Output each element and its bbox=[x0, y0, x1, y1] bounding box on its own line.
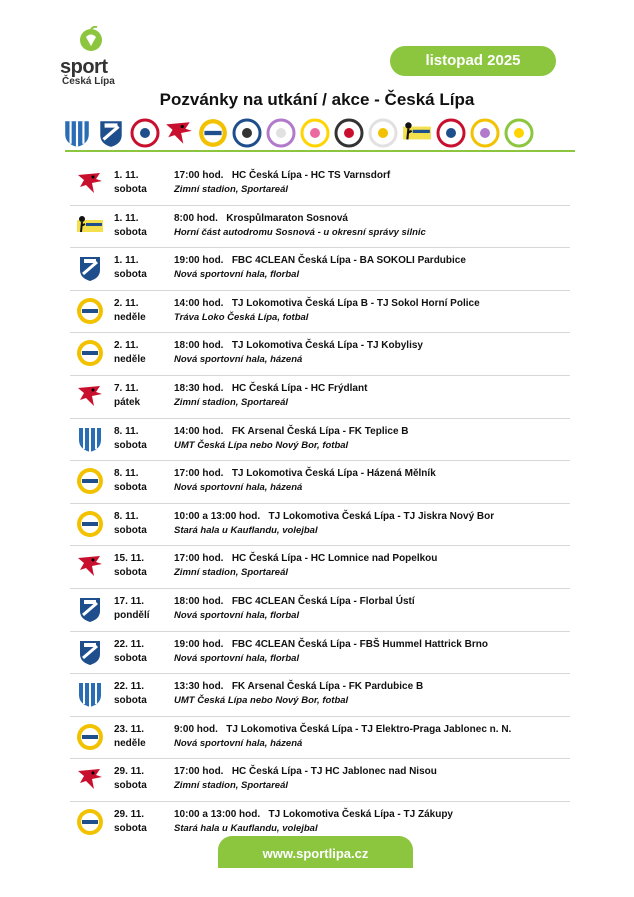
event-date bbox=[114, 297, 146, 325]
event-date-value: 2. 11. bbox=[114, 297, 139, 309]
event-match: FK Arsenal Česká Lípa - FK Pardubice B bbox=[231, 681, 424, 693]
event-time: 18:00 hod. bbox=[174, 595, 224, 607]
event-date bbox=[114, 680, 147, 708]
event-time: 19:00 hod. bbox=[174, 255, 224, 267]
event-date-value: 29. 11. bbox=[114, 808, 145, 820]
loko-club-icon bbox=[76, 808, 104, 836]
loko-club-icon bbox=[76, 339, 104, 367]
fbc-club-icon bbox=[76, 595, 104, 623]
event-match: TJ Lokomotiva Česká Lípa B - TJ Sokol Horní Police bbox=[231, 297, 480, 309]
event-row bbox=[70, 333, 570, 376]
event-row bbox=[70, 674, 570, 717]
atletika-logo bbox=[402, 118, 432, 148]
arsenal-logo bbox=[62, 118, 92, 148]
event-location: Nová sportovní hala, házená bbox=[174, 737, 303, 749]
tri-club-logo bbox=[334, 118, 364, 148]
event-time: 14:00 hod. bbox=[174, 297, 224, 309]
event-row bbox=[70, 589, 570, 632]
hc-club-icon bbox=[76, 765, 104, 793]
event-day: sobota bbox=[114, 524, 147, 536]
event-location: Tráva Loko Česká Lípa, fotbal bbox=[174, 311, 309, 323]
event-date bbox=[114, 467, 147, 495]
event-row bbox=[70, 419, 570, 462]
event-row bbox=[70, 504, 570, 547]
partner-logos-row bbox=[62, 116, 577, 150]
event-date bbox=[114, 254, 147, 282]
event-location: Nová sportovní hala, florbal bbox=[174, 269, 300, 281]
event-match: FBC 4CLEAN Česká Lípa - FBŠ Hummel Hattrick Brno bbox=[231, 638, 488, 650]
event-match: HC Česká Lípa - HC Frýdlant bbox=[231, 382, 368, 394]
event-day: sobota bbox=[114, 184, 147, 195]
event-day: pátek bbox=[114, 396, 141, 408]
fbc-club-icon bbox=[76, 254, 104, 282]
fbc-logo bbox=[96, 118, 126, 148]
event-match: FBC 4CLEAN Česká Lípa - BA SOKOLI Pardubice bbox=[231, 255, 466, 267]
triatlon-logo bbox=[232, 118, 262, 148]
event-date-value: 22. 11. bbox=[114, 638, 145, 650]
event-day: sobota bbox=[114, 780, 147, 792]
event-row bbox=[70, 248, 570, 291]
event-date bbox=[114, 169, 147, 197]
event-title bbox=[174, 169, 390, 183]
event-day: sobota bbox=[114, 652, 147, 664]
club-seal-logo bbox=[130, 118, 160, 148]
hc-club-icon bbox=[76, 382, 104, 410]
event-time: 17:00 hod. bbox=[174, 553, 224, 565]
event-title bbox=[174, 212, 348, 226]
event-date-value: 29. 11. bbox=[114, 766, 145, 778]
event-title bbox=[174, 467, 436, 481]
event-match: TJ Lokomotiva Česká Lípa - TJ Jiskra Nový Bor bbox=[268, 510, 495, 522]
event-location: Stará hala u Kauflandu, volejbal bbox=[174, 822, 318, 834]
event-title bbox=[174, 808, 453, 822]
footer-url[interactable]: www.sportlipa.cz bbox=[218, 836, 413, 868]
event-time: 17:00 hod. bbox=[174, 170, 224, 181]
event-date bbox=[114, 510, 147, 538]
event-time: 14:00 hod. bbox=[174, 425, 224, 437]
loko-club-icon bbox=[76, 723, 104, 751]
event-title bbox=[174, 425, 409, 439]
event-row bbox=[70, 291, 570, 334]
event-date bbox=[114, 638, 147, 666]
event-time: 10:00 a 13:00 hod. bbox=[174, 808, 261, 820]
event-title bbox=[174, 339, 423, 353]
event-time: 18:00 hod. bbox=[174, 340, 224, 352]
event-date bbox=[114, 552, 147, 580]
hc-eagle-logo bbox=[164, 118, 194, 148]
event-date bbox=[114, 212, 147, 240]
event-time: 19:00 hod. bbox=[174, 638, 224, 650]
event-title bbox=[174, 595, 415, 609]
event-row bbox=[70, 632, 570, 675]
event-date-value: 17. 11. bbox=[114, 595, 145, 607]
event-match: TJ Lokomotiva Česká Lípa - TJ Kobylisy bbox=[231, 340, 423, 352]
event-day: sobota bbox=[114, 567, 147, 579]
event-date-value: 8. 11. bbox=[114, 510, 139, 522]
event-title bbox=[174, 680, 423, 694]
event-location: Nová sportovní hala, florbal bbox=[174, 652, 300, 664]
event-match: Krospůlmaraton Sosnová bbox=[226, 212, 348, 224]
event-time: 10:00 a 13:00 hod. bbox=[174, 510, 261, 522]
event-day: sobota bbox=[114, 226, 147, 238]
tj-logo bbox=[504, 118, 534, 148]
event-date bbox=[114, 595, 150, 623]
boxing-logo bbox=[300, 118, 330, 148]
event-title bbox=[174, 765, 437, 779]
event-day: neděle bbox=[114, 311, 146, 323]
loko-club-icon bbox=[76, 467, 104, 495]
event-time: 8:00 hod. bbox=[174, 212, 218, 224]
event-match: HC Česká Lípa - TJ HC Jablonec nad Nisou bbox=[231, 766, 437, 778]
rytmic-logo bbox=[266, 118, 296, 148]
event-date-value: 23. 11. bbox=[114, 723, 145, 735]
event-match: TJ Lokomotiva Česká Lípa - TJ Zákupy bbox=[268, 808, 453, 820]
event-title bbox=[174, 382, 367, 396]
event-day: sobota bbox=[114, 482, 147, 494]
page-title: Pozvánky na utkání / akce - Česká Lípa bbox=[159, 90, 475, 109]
event-location: Nová sportovní hala, házená bbox=[174, 482, 303, 494]
fbc-club-icon bbox=[76, 638, 104, 666]
event-day: pondělí bbox=[114, 609, 150, 621]
event-title bbox=[174, 638, 488, 652]
brand-city: Česká Lípa bbox=[62, 76, 115, 87]
event-date bbox=[114, 723, 146, 751]
events-list bbox=[70, 163, 570, 845]
event-date-value: 1. 11. bbox=[114, 255, 139, 267]
event-location: Zimní stadion, Sportareál bbox=[174, 396, 289, 408]
event-location: Zimní stadion, Sportareál bbox=[174, 567, 289, 579]
event-row bbox=[70, 163, 570, 206]
event-match: TJ Lokomotiva Česká Lípa - Házená Mělník bbox=[231, 468, 436, 480]
event-location: Nová sportovní hala, házená bbox=[174, 354, 303, 366]
event-match: TJ Lokomotiva Česká Lípa - TJ Elektro-Praga Jablonec n. N. bbox=[226, 723, 512, 735]
event-location: Horní část autodromu Sosnová - u okresní správy silnic bbox=[174, 226, 426, 238]
arsenal-club-icon bbox=[76, 425, 104, 453]
event-location: Stará hala u Kauflandu, volejbal bbox=[174, 524, 318, 536]
hc-club-icon bbox=[76, 552, 104, 580]
event-match: FK Arsenal Česká Lípa - FK Teplice B bbox=[231, 425, 409, 437]
event-location: UMT Česká Lípa nebo Nový Bor, fotbal bbox=[174, 695, 349, 707]
month-badge: listopad 2025 bbox=[390, 46, 556, 76]
event-date-value: 7. 11. bbox=[114, 382, 139, 394]
header-divider bbox=[65, 150, 575, 152]
event-title bbox=[174, 297, 480, 311]
event-title bbox=[174, 510, 494, 524]
event-date bbox=[114, 382, 140, 410]
event-time: 17:00 hod. bbox=[174, 468, 224, 480]
event-match: HC Česká Lípa - HC Lomnice nad Popelkou bbox=[231, 553, 438, 565]
event-title bbox=[174, 552, 437, 566]
event-time: 18:30 hod. bbox=[174, 382, 224, 394]
event-location: Nová sportovní hala, florbal bbox=[174, 609, 300, 621]
event-location: Zimní stadion, Sportareál bbox=[174, 184, 289, 195]
kanoistika-logo bbox=[436, 118, 466, 148]
event-date-value: 8. 11. bbox=[114, 468, 139, 480]
arsenal-club-icon bbox=[76, 680, 104, 708]
loko-club-icon bbox=[76, 297, 104, 325]
event-date-value: 2. 11. bbox=[114, 340, 139, 352]
event-date bbox=[114, 808, 147, 836]
apple-heart-icon bbox=[78, 26, 104, 52]
event-day: sobota bbox=[114, 695, 147, 707]
event-date bbox=[114, 339, 146, 367]
event-day: neděle bbox=[114, 737, 146, 749]
event-row bbox=[70, 461, 570, 504]
event-day: neděle bbox=[114, 354, 146, 366]
enliven-centre-logo bbox=[470, 118, 500, 148]
event-date bbox=[114, 425, 147, 453]
event-day: sobota bbox=[114, 439, 147, 451]
event-row bbox=[70, 759, 570, 802]
event-match: FBC 4CLEAN Česká Lípa - Florbal Ústí bbox=[231, 595, 415, 607]
event-date-value: 1. 11. bbox=[114, 212, 139, 224]
event-row bbox=[70, 546, 570, 589]
brand-logo bbox=[60, 26, 130, 86]
event-date-value: 15. 11. bbox=[114, 553, 145, 565]
event-date-value: 22. 11. bbox=[114, 681, 145, 693]
event-row bbox=[70, 206, 570, 249]
event-title bbox=[174, 723, 511, 737]
event-time: 13:30 hod. bbox=[174, 681, 224, 693]
event-date bbox=[114, 765, 147, 793]
event-match: HC Česká Lípa - HC TS Varnsdorf bbox=[231, 170, 391, 181]
event-day: sobota bbox=[114, 822, 147, 834]
event-title bbox=[174, 254, 466, 268]
event-time: 17:00 hod. bbox=[174, 766, 224, 778]
event-date-value: 8. 11. bbox=[114, 425, 139, 437]
event-time: 9:00 hod. bbox=[174, 723, 218, 735]
mtch-logo bbox=[368, 118, 398, 148]
event-location: UMT Česká Lípa nebo Nový Bor, fotbal bbox=[174, 439, 349, 451]
event-day: sobota bbox=[114, 269, 147, 281]
event-row bbox=[70, 376, 570, 419]
event-date-value: 1. 11. bbox=[114, 170, 139, 181]
event-location: Zimní stadion, Sportareál bbox=[174, 780, 289, 792]
atletika-club-icon bbox=[76, 212, 104, 240]
brand-word: sport bbox=[60, 56, 108, 78]
loko-club-icon bbox=[76, 510, 104, 538]
lokomotiva-logo bbox=[198, 118, 228, 148]
event-row bbox=[70, 717, 570, 760]
hc-club-icon bbox=[76, 169, 104, 197]
